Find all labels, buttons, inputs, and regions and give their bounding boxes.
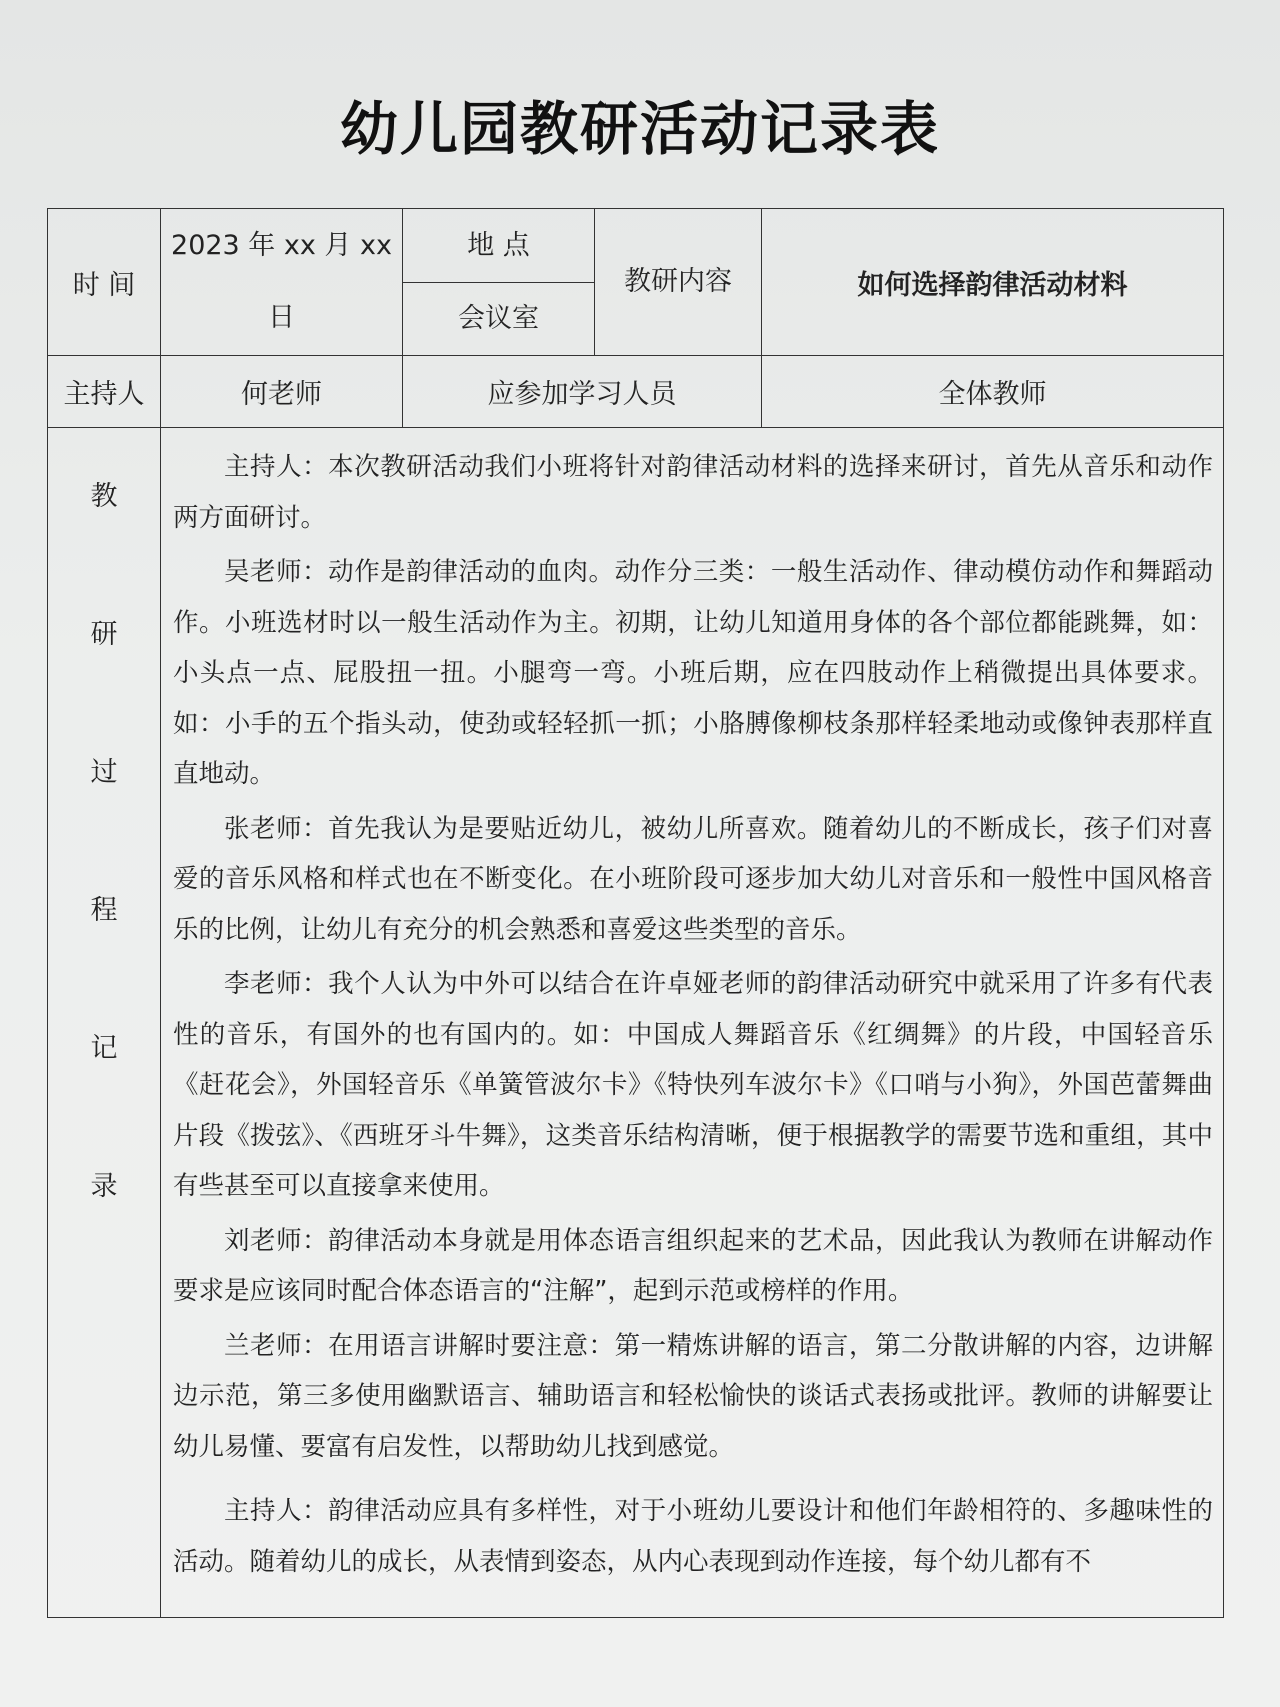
record-paragraph: 吴老师：动作是韵律活动的血肉。动作分三类：一般生活动作、律动模仿动作和舞蹈动作。小班选材时以一般生活动作为主。初期，让幼儿知道用身体的各个部位都能跳舞，如：小头点一点、屁股扭一扭。小腿弯一弯。小班后期，应在四肢动作上稍微提出具体要求。如：小手的五个指头动，使劲或轻轻抓一抓；小胳膊像柳枝条那样轻柔地动或像钟表那样直直地动。 — [173, 557, 1213, 789]
participants-label: 应参加学习人员 — [403, 356, 762, 428]
topic-value: 如何选择韵律活动材料 — [762, 209, 1224, 356]
host-label: 主持人 — [48, 356, 161, 428]
time-value: 2023 年 xx 月 xx 日 — [161, 209, 403, 356]
location-label: 地 点 — [403, 209, 594, 283]
record-paragraph: 兰老师：在用语言讲解时要注意：第一精炼讲解的语言，第二分散讲解的内容，边讲解边示范，第三多使用幽默语言、辅助语言和轻松愉快的谈话式表扬或批评。教师的讲解要让幼儿易懂、要富有启发性，以帮助幼儿找到感觉。 — [173, 1330, 1213, 1462]
record-paragraph: 张老师：首先我认为是要贴近幼儿，被幼儿所喜欢。随着幼儿的不断成长，孩子们对喜爱的音乐风格和样式也在不断变化。在小班阶段可逐步加大幼儿对音乐和一般性中国风格音乐的比例，让幼儿有充分的机会熟悉和喜爱这些类型的音乐。 — [173, 813, 1213, 945]
record-section-label — [48, 428, 161, 1618]
record-content — [161, 428, 1224, 1618]
record-label-char: 记 — [90, 1033, 118, 1064]
record-paragraph: 李老师：我个人认为中外可以结合在许卓娅老师的韵律活动研究中就采用了许多有代表性的音乐，有国外的也有国内的。如：中国成人舞蹈音乐《红绸舞》的片段，中国轻音乐《赶花会》，外国轻音乐《单簧管波尔卡》《特快列车波尔卡》《口哨与小狗》，外国芭蕾舞曲片段《拨弦》、《西班牙斗牛舞》，这类音乐结构清晰，便于根据教学的需要节选和重组，其中有些甚至可以直接拿来使用。 — [173, 969, 1213, 1201]
topic-label: 教研内容 — [595, 209, 762, 356]
time-label: 时 间 — [48, 209, 161, 356]
record-label-char: 研 — [90, 619, 118, 650]
record-label-char: 程 — [90, 895, 118, 926]
record-table — [47, 208, 1224, 1618]
record-label-char: 教 — [90, 481, 118, 512]
record-label-char: 过 — [90, 757, 118, 788]
participants-value: 全体教师 — [762, 356, 1224, 428]
host-value: 何老师 — [161, 356, 403, 428]
record-label-char: 录 — [90, 1171, 118, 1202]
location-value: 会议室 — [458, 303, 539, 334]
record-paragraph: 主持人：韵律活动应具有多样性，对于小班幼儿要设计和他们年龄相符的、多趣味性的活动。随着幼儿的成长，从表情到姿态，从内心表现到动作连接，每个幼儿都有不 — [173, 1496, 1213, 1577]
form-title: 幼儿园教研活动记录表 — [339, 95, 940, 163]
record-paragraph: 主持人：本次教研活动我们小班将针对韵律活动材料的选择来研讨，首先从音乐和动作两方面研讨。 — [173, 452, 1213, 533]
record-paragraph: 刘老师：韵律活动本身就是用体态语言组织起来的艺术品，因此我认为教师在讲解动作要求是应该同时配合体态语言的“注解”，起到示范或榜样的作用。 — [173, 1225, 1213, 1306]
